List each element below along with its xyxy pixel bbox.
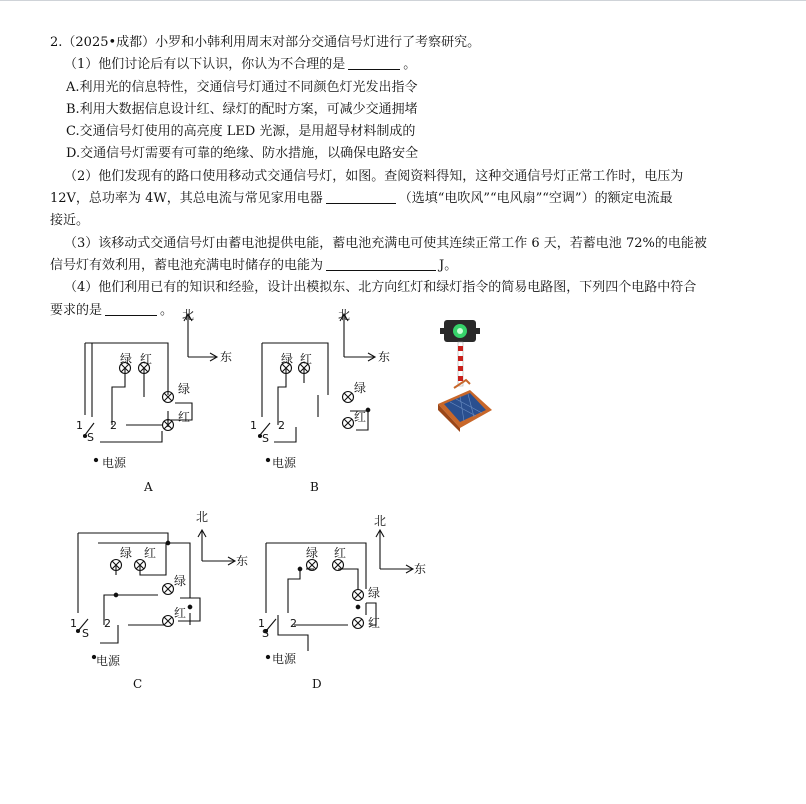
green-lamp-label: 绿 <box>281 352 294 366</box>
power-label: 电源 <box>272 652 297 666</box>
terminal-2-label: 2 <box>278 419 285 432</box>
north-label: 北 <box>374 514 387 528</box>
part-2-line-2: 12V，总功率为 4W，其总电流与常见家用电器 （选填“电吹风”“电风扇”“空调”）的额定电流最 <box>50 191 673 207</box>
east-label: 东 <box>220 350 233 364</box>
red-lamp-label: 红 <box>174 606 187 620</box>
answer-blank-3[interactable] <box>326 256 436 271</box>
part-3-line-1: （3）该移动式交通信号灯由蓄电池提供电能，蓄电池充满电可使其连续正常工作 6 天，若蓄电池 72%的电能被 <box>64 235 707 251</box>
red-lamp-label: 红 <box>300 352 313 366</box>
part-4-line-1: （4）他们利用已有的知识和经验，设计出模拟东、北方向红灯和绿灯指令的简易电路图，下列四个电路中符合 <box>64 280 697 296</box>
green-lamp-label: 绿 <box>120 546 133 560</box>
terminal-1-label: 1 <box>250 419 257 432</box>
terminal-2-label: 2 <box>110 419 117 432</box>
north-label: 北 <box>338 308 351 322</box>
question-text <box>50 32 770 322</box>
red-lamp-label: 红 <box>334 546 347 560</box>
answer-blank-1[interactable] <box>348 55 400 70</box>
east-label: 东 <box>414 562 427 576</box>
north-label: 北 <box>182 308 195 322</box>
figure-label-d: D <box>312 677 322 691</box>
switch-label: S <box>82 627 89 640</box>
terminal-1-label: 1 <box>76 419 83 432</box>
red-lamp-label: 红 <box>140 352 153 366</box>
figure-label-b: B <box>310 480 319 494</box>
red-lamp-label: 红 <box>368 616 381 630</box>
option-b: B.利用大数据信息设计红、绿灯的配时方案，可减少交通拥堵 <box>66 101 418 117</box>
east-label: 东 <box>378 350 391 364</box>
part-2-line-1: （2）他们发现有的路口使用移动式交通信号灯，如图。查阅资料得知，这种交通信号灯正常工作时，电压为 <box>64 168 684 184</box>
figure-label-a: A <box>144 480 153 494</box>
red-lamp-label: 红 <box>354 410 367 424</box>
option-a: A.利用光的信息特性，交通信号灯通过不同颜色灯光发出指令 <box>66 79 418 95</box>
power-label: 电源 <box>272 456 297 470</box>
part-4-line-2: 要求的是 。 <box>50 302 174 318</box>
terminal-1-label: 1 <box>70 617 77 630</box>
north-label: 北 <box>196 510 209 524</box>
switch-label: S <box>262 432 269 445</box>
top-border <box>0 0 806 1</box>
part-3-line-2: 信号灯有效利用，蓄电池充满电时储存的电能为 J。 <box>50 257 458 273</box>
option-d: D.交通信号灯需要有可靠的绝缘、防水措施，以确保电路安全 <box>66 146 419 162</box>
power-label: 电源 <box>96 654 121 668</box>
option-c: C.交通信号灯使用的高亮度 LED 光源，是用超导材料制成的 <box>66 124 416 140</box>
green-lamp-label: 绿 <box>354 381 367 395</box>
green-lamp-label: 绿 <box>174 574 187 588</box>
circuit-diagram-c <box>68 503 253 673</box>
red-lamp-label: 红 <box>178 410 191 424</box>
terminal-2-label: 2 <box>104 617 111 630</box>
figure-label-c: C <box>133 677 143 691</box>
red-lamp-label: 红 <box>144 546 157 560</box>
circuit-diagram-d <box>258 503 433 673</box>
terminal-2-label: 2 <box>290 617 297 630</box>
power-label: 电源 <box>102 456 127 470</box>
question-header: 2.（2025•成都）小罗和小韩利用周末对部分交通信号灯进行了考察研究。 <box>50 35 481 50</box>
circuit-diagram-b <box>238 305 408 475</box>
mobile-traffic-light-image <box>430 318 502 436</box>
answer-blank-2[interactable] <box>326 189 396 204</box>
terminal-1-label: 1 <box>258 617 265 630</box>
green-lamp-label: 绿 <box>178 382 191 396</box>
green-lamp-label: 绿 <box>368 586 381 600</box>
part-2-line-3: 接近。 <box>50 213 90 229</box>
circuit-diagram-a <box>70 305 240 475</box>
switch-label: S <box>262 627 269 640</box>
green-lamp-label: 绿 <box>120 352 133 366</box>
east-label: 东 <box>236 554 249 568</box>
green-lamp-label: 绿 <box>306 546 319 560</box>
part-1-stem: （1）他们讨论后有以下认识，你认为不合理的是 。 <box>64 57 417 73</box>
switch-label: S <box>87 431 94 444</box>
